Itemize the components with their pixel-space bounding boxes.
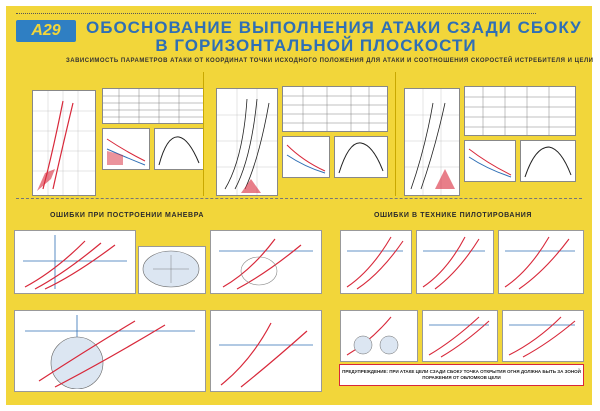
card-diagram <box>340 230 412 294</box>
maneuver-errors-header: ОШИБКИ ПРИ ПОСТРОЕНИИ МАНЕВРА <box>50 212 205 219</box>
card-diagram-svg <box>341 231 409 291</box>
poster-badge: А29 <box>16 20 76 42</box>
trajectory-graph-svg <box>217 89 277 195</box>
analysis-panel-1 <box>24 72 206 200</box>
piloting-error-card <box>340 220 410 292</box>
card-diagram-svg <box>341 311 415 359</box>
angle-graph <box>334 136 388 178</box>
poster-title-line1: ОБОСНОВАНИЕ ВЫПОЛНЕНИЯ АТАКИ СЗАДИ СБОКУ <box>86 18 582 37</box>
angle-graph <box>520 140 576 182</box>
error-card <box>210 220 320 292</box>
parameter-table-svg <box>465 87 575 135</box>
header-divider <box>16 13 536 17</box>
analysis-panel-2 <box>210 72 392 200</box>
angle-graph-svg <box>155 129 203 169</box>
error-card <box>14 300 204 390</box>
piloting-error-card <box>340 300 416 360</box>
panel-divider <box>395 72 396 196</box>
card-diagram-svg <box>417 231 491 291</box>
section-divider <box>16 198 582 199</box>
parameter-table <box>464 86 576 136</box>
card-diagram-svg <box>499 231 581 291</box>
angle-graph <box>154 128 204 170</box>
parameter-table <box>282 86 388 132</box>
trajectory-graph <box>216 88 278 196</box>
error-card <box>14 220 134 292</box>
card-diagram-svg <box>503 311 581 359</box>
trajectory-graph-svg <box>405 89 459 195</box>
piloting-error-card <box>498 220 582 292</box>
sight-view-svg <box>139 247 203 291</box>
card-diagram <box>138 246 206 294</box>
speed-ratio-graph-svg <box>465 141 515 181</box>
speed-ratio-graph <box>102 128 150 170</box>
card-diagram <box>422 310 498 362</box>
panel-divider <box>203 72 204 196</box>
trajectory-graph-svg <box>33 91 95 195</box>
piloting-error-card <box>422 300 496 360</box>
angle-graph-svg <box>521 141 575 181</box>
card-diagram-svg <box>423 311 495 359</box>
speed-ratio-graph <box>282 136 330 178</box>
piloting-error-card <box>416 220 492 292</box>
parameter-table-svg <box>103 89 203 123</box>
card-diagram-svg <box>15 231 133 291</box>
parameter-table <box>102 88 204 124</box>
poster <box>6 6 592 405</box>
card-diagram-svg <box>15 311 203 389</box>
card-diagram <box>14 230 136 294</box>
card-diagram <box>340 310 418 362</box>
poster-subtitle: ЗАВИСИМОСТЬ ПАРАМЕТРОВ АТАКИ ОТ КООРДИНАТ ТОЧКИ ИСХОДНОГО ПОЛОЖЕНИЯ ДЛЯ АТАКИ И СООТНОШЕНИЯ СКОРОСТЕЙ ИСТРЕБИТЕЛЯ И ЦЕЛИ <box>66 58 594 64</box>
angle-graph-svg <box>335 137 387 177</box>
card-diagram <box>502 310 584 362</box>
speed-ratio-graph-svg <box>103 129 149 169</box>
card-diagram <box>14 310 206 392</box>
card-diagram <box>210 310 322 392</box>
piloting-errors-header: ОШИБКИ В ТЕХНИКЕ ПИЛОТИРОВАНИЯ <box>374 212 533 219</box>
error-card <box>210 300 320 390</box>
poster-title-line2: В ГОРИЗОНТАЛЬНОЙ ПЛОСКОСТИ <box>155 36 477 55</box>
trajectory-graph <box>32 90 96 196</box>
error-card <box>138 220 204 292</box>
card-diagram <box>416 230 494 294</box>
analysis-panel-3 <box>402 72 584 200</box>
speed-ratio-graph <box>464 140 516 182</box>
speed-ratio-graph-svg <box>283 137 329 177</box>
piloting-error-card <box>502 300 582 360</box>
card-diagram-svg <box>211 311 319 389</box>
trajectory-graph <box>404 88 460 196</box>
card-diagram <box>210 230 322 294</box>
card-diagram <box>498 230 584 294</box>
card-diagram-svg <box>211 231 319 291</box>
warning-box: ПРЕДУПРЕЖДЕНИЕ: ПРИ АТАКЕ ЦЕЛИ СЗАДИ СБОКУ ТОЧКА ОТКРЫТИЯ ОГНЯ ДОЛЖНА БЫТЬ ЗА ЗОНОЙ ПОРАЖЕНИЯ ОТ ОБЛОМКОВ ЦЕЛИ <box>339 364 584 386</box>
parameter-table-svg <box>283 87 387 131</box>
